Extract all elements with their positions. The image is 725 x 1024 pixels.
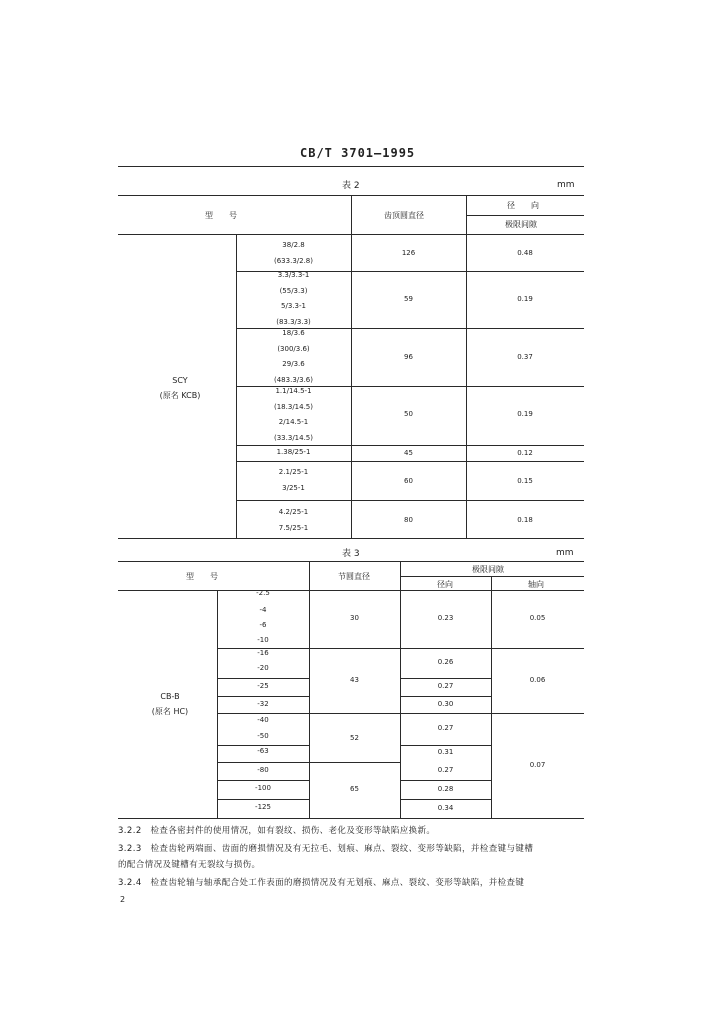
table-3-axial-cell: 0.06 — [529, 676, 546, 684]
table-3-diameter-cell: 52 — [350, 734, 359, 742]
paragraph-3-2-2: 3.2.2 检查各密封件的使用情况，如有裂纹、损伤、老化及变形等缺陷应换新。 — [118, 826, 436, 836]
table-row: -20 — [257, 664, 269, 672]
table-2-header-model: 型 号 — [205, 211, 237, 220]
table-row: -2.5 — [256, 589, 270, 597]
table-3-unit: mm — [556, 548, 574, 558]
table-2-header-direction: 径 向 — [507, 201, 539, 210]
table-2-clearance-cell: 0.37 — [517, 353, 533, 361]
table-row: -32 — [257, 700, 269, 708]
table-row: 38/2.8 (633.3/2.8) — [274, 241, 313, 265]
table-row: -16 — [257, 649, 269, 657]
table-2-diameter-cell: 80 — [404, 516, 413, 524]
table-2-clearance-cell: 0.15 — [517, 477, 533, 485]
paragraph-3-2-3: 3.2.3 检查齿轮两端面、齿面的磨损情况及有无拉毛、划痕、麻点、裂纹、变形等缺陷，并检查键与键槽 — [118, 844, 534, 854]
table-2-header-diameter: 齿顶圆直径 — [384, 211, 424, 220]
table-3-radial-cell: 0.31 — [437, 748, 454, 756]
table-row: -63 — [257, 747, 269, 755]
table-row: -10 — [257, 636, 269, 644]
table-2-caption: 表 2 — [342, 181, 360, 191]
table-3-axial-cell: 0.07 — [529, 761, 546, 769]
table-3-radial-cell: 0.34 — [437, 804, 454, 812]
table-row: 1.38/25-1 — [276, 448, 311, 456]
table-3-diameter-cell: 43 — [350, 676, 359, 684]
table-2-diameter-cell: 59 — [404, 295, 413, 303]
table-3-header-model: 型 号 — [186, 572, 218, 581]
standard-number: CB/T 3701—1995 — [300, 146, 416, 160]
table-3-radial-cell: 0.28 — [437, 785, 454, 793]
table-2-diameter-cell: 45 — [404, 449, 413, 457]
table-3-radial-cell: 0.30 — [437, 700, 454, 708]
page-number: 2 — [120, 895, 126, 904]
table-3-radial-cell: 0.23 — [437, 614, 454, 622]
table-3-axial-cell: 0.05 — [529, 614, 546, 622]
header-rule — [118, 166, 584, 167]
table-row: -25 — [257, 682, 269, 690]
table-2-clearance-cell: 0.19 — [517, 410, 533, 418]
table-row: -4 — [259, 606, 267, 614]
table-3-caption: 表 3 — [342, 549, 360, 559]
table-row: -50 — [257, 732, 269, 740]
table-2-diameter-cell: 50 — [404, 410, 413, 418]
table-3-diameter-cell: 30 — [350, 614, 359, 622]
table-2-diameter-cell: 60 — [404, 477, 413, 485]
table-3-radial-cell: 0.26 — [437, 658, 454, 666]
table-row: -6 — [259, 621, 267, 629]
table-2-group-label: SCY (原名 KCB) — [159, 376, 201, 400]
table-2-diameter-cell: 96 — [404, 353, 413, 361]
table-2-clearance-cell: 0.48 — [517, 249, 533, 257]
table-3-header-radial: 径向 — [437, 580, 453, 589]
table-row: 1.1/14.5-1 (18.3/14.5) 2/14.5-1 (33.3/14.5) — [274, 387, 313, 442]
table-row: 2.1/25-1 3/25-1 — [278, 468, 309, 492]
table-row: -100 — [255, 784, 271, 792]
table-2-clearance-cell: 0.19 — [517, 295, 533, 303]
table-2-diameter-cell: 126 — [401, 249, 416, 257]
paragraph-3-2-4: 3.2.4 检查齿轮轴与轴承配合处工作表面的磨损情况及有无划痕、麻点、裂纹、变形等缺陷，并检查键 — [118, 878, 525, 888]
table-row: 3.3/3.3-1 (55/3.3) 5/3.3-1 (83.3/3.3) — [276, 271, 311, 326]
table-3-radial-cell: 0.27 — [437, 682, 454, 690]
table-2-clearance-cell: 0.12 — [517, 449, 533, 457]
table-3-header-limit: 极限间隙 — [472, 565, 504, 574]
table-3-header-axial: 轴向 — [528, 580, 544, 589]
table-row: 18/3.6 (300/3.6) 29/3.6 (483.3/3.6) — [274, 329, 313, 384]
table-3-radial-cell: 0.27 — [437, 724, 454, 732]
table-3-diameter-cell: 65 — [350, 785, 359, 793]
table-2-header-clearance: 极限间隙 — [505, 220, 537, 229]
table-2-unit: mm — [557, 180, 575, 190]
table-row: 4.2/25-1 7.5/25-1 — [278, 508, 309, 532]
table-3-header-diameter: 节圆直径 — [338, 572, 370, 581]
table-row: -125 — [255, 803, 271, 811]
paragraph-3-2-3-continued: 的配合情况及键槽有无裂纹与损伤。 — [118, 860, 261, 870]
table-2-clearance-cell: 0.18 — [517, 516, 533, 524]
table-row: -40 — [257, 716, 269, 724]
table-3-radial-cell: 0.27 — [437, 766, 454, 774]
table-row: -80 — [257, 766, 269, 774]
table-3-group-label: CB-B (原名 HC) — [151, 692, 189, 716]
